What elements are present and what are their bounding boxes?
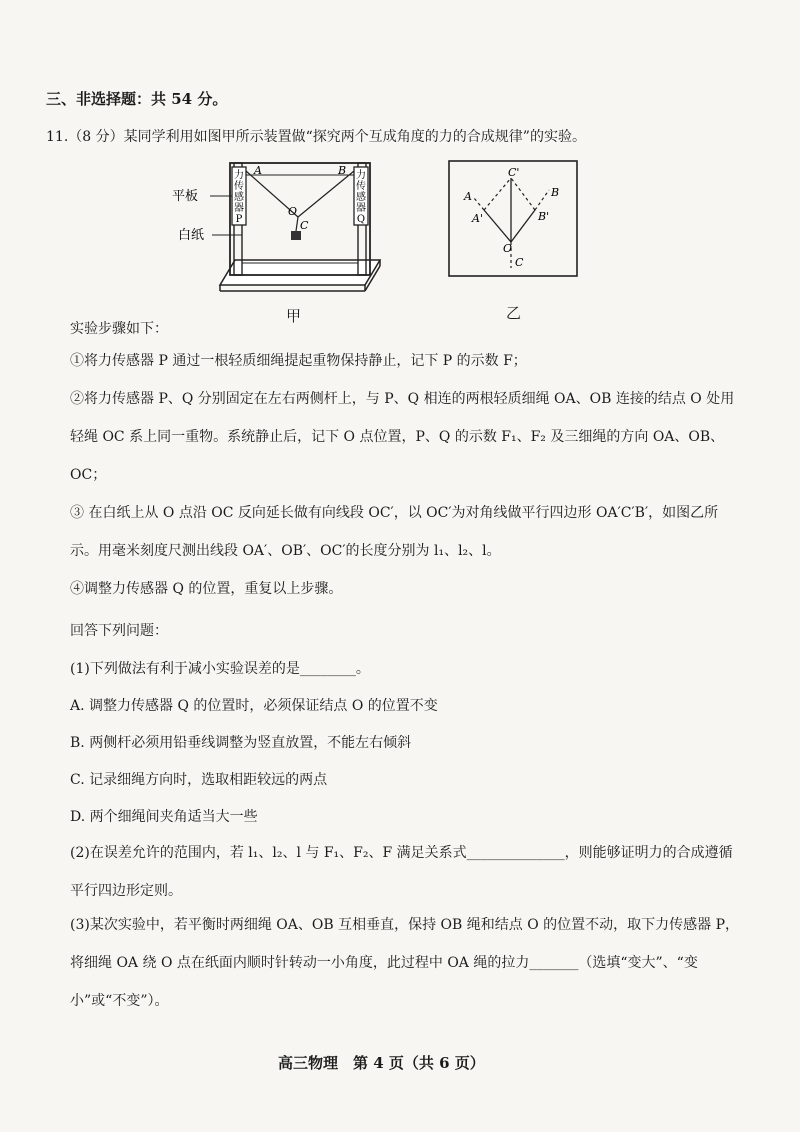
section-header: 三、非选择题：共 54 分。 [46,90,228,108]
step-3: ③ 在白纸上从 O 点沿 OC 反向延长做有向线段 OC′，以 OC′为对角线做平行四边形 OA′C′B′，如图乙所示。用毫米刻度尺测出线段 OA′、OB′、OC′的长度分别为 l₁、l₂、l。 [70,505,719,559]
q3-text: (3)某次实验中，若平衡时两细绳 OA、OB 互相垂直，保持 OB 绳和结点 O 的位置不动，取下力传感器 P，将细绳 OA 绕 O 点在纸面内顺时针转动一小角度，此过程中 OA 绳的拉力_______（选填“变大”、“变小”或“不变”）。 [70,917,739,1009]
q1-option-c: C. 记录细绳方向时，选取相距较远的两点 [70,772,328,788]
yi-label-a-prime: A' [472,212,483,225]
caption-jia: 甲 [286,307,302,325]
sensor-q-char-2: 传 [356,181,366,192]
jia-point-b: B [338,164,347,177]
sensor-p-char-4: 器 [234,203,244,214]
label-baizhi: 白纸 [178,228,205,243]
question-points: （8 分） [68,129,124,145]
caption-yi: 乙 [506,304,522,322]
sensor-p-char-3: 感 [234,192,244,203]
sensor-q-char-3: 感 [356,192,366,203]
yi-label-c: C [515,256,524,269]
yi-label-c-prime: C' [508,166,520,179]
step-2: ②将力传感器 P、Q 分别固定在左右两侧杆上，与 P、Q 相连的两根轻质细绳 OA、OB 连接的结点 O 处用轻绳 OC 系上同一重物。系统静止后，记下 O 点位置，P、Q 的示数 F₁、F₂ 及三细绳的方向 OA、OB、OC； [70,391,735,483]
yi-label-b: B [551,186,560,199]
step-1: ①将力传感器 P 通过一根轻质细绳提起重物保持静止，记下 P 的示数 F； [70,353,527,369]
yi-label-o: O [503,242,513,255]
sensor-p-char-1: 力 [234,170,244,181]
question-stem [46,126,586,146]
figure-yi [448,160,578,277]
answer-title: 回答下列问题： [70,623,168,639]
sensor-q-char-4: 器 [356,203,366,214]
sensor-q-char-5: Q [356,214,366,225]
sensor-p-char-5: P [235,214,243,225]
yi-label-a: A [464,190,472,203]
q1-option-b: B. 两侧杆必须用铅垂线调整为竖直放置，不能左右倾斜 [70,735,412,751]
sensor-p-char-2: 传 [234,181,244,192]
page-footer: 高三物理 第 4 页（共 6 页） [278,1054,485,1072]
sensor-q-char-1: 力 [356,170,366,181]
figure-jia [170,155,390,300]
q2-text: (2)在误差允许的范围内，若 l₁、l₂、l 与 F₁、F₂、F 满足关系式______________，则能够证明力的合成遵循平行四边形定则。 [70,845,733,899]
step-4: ④调整力传感器 Q 的位置，重复以上步骤。 [70,581,343,597]
jia-point-c: C [300,219,309,232]
jia-point-o: O [288,205,298,218]
question-number: 11. [46,129,69,145]
question-text: 某同学利用如图甲所示装置做“探究两个互成角度的力的合成规律”的实验。 [123,129,586,145]
steps-title: 实验步骤如下： [70,321,168,337]
yi-label-b-prime: B' [538,210,550,223]
jia-point-a: A [254,164,262,177]
q1-option-d: D. 两个细绳间夹角适当大一些 [70,809,258,825]
label-pingban: 平板 [172,189,199,204]
q1-text: (1)下列做法有利于减小实验误差的是________。 [70,661,370,677]
q1-option-a: A. 调整力传感器 Q 的位置时，必须保证结点 O 的位置不变 [70,698,438,714]
